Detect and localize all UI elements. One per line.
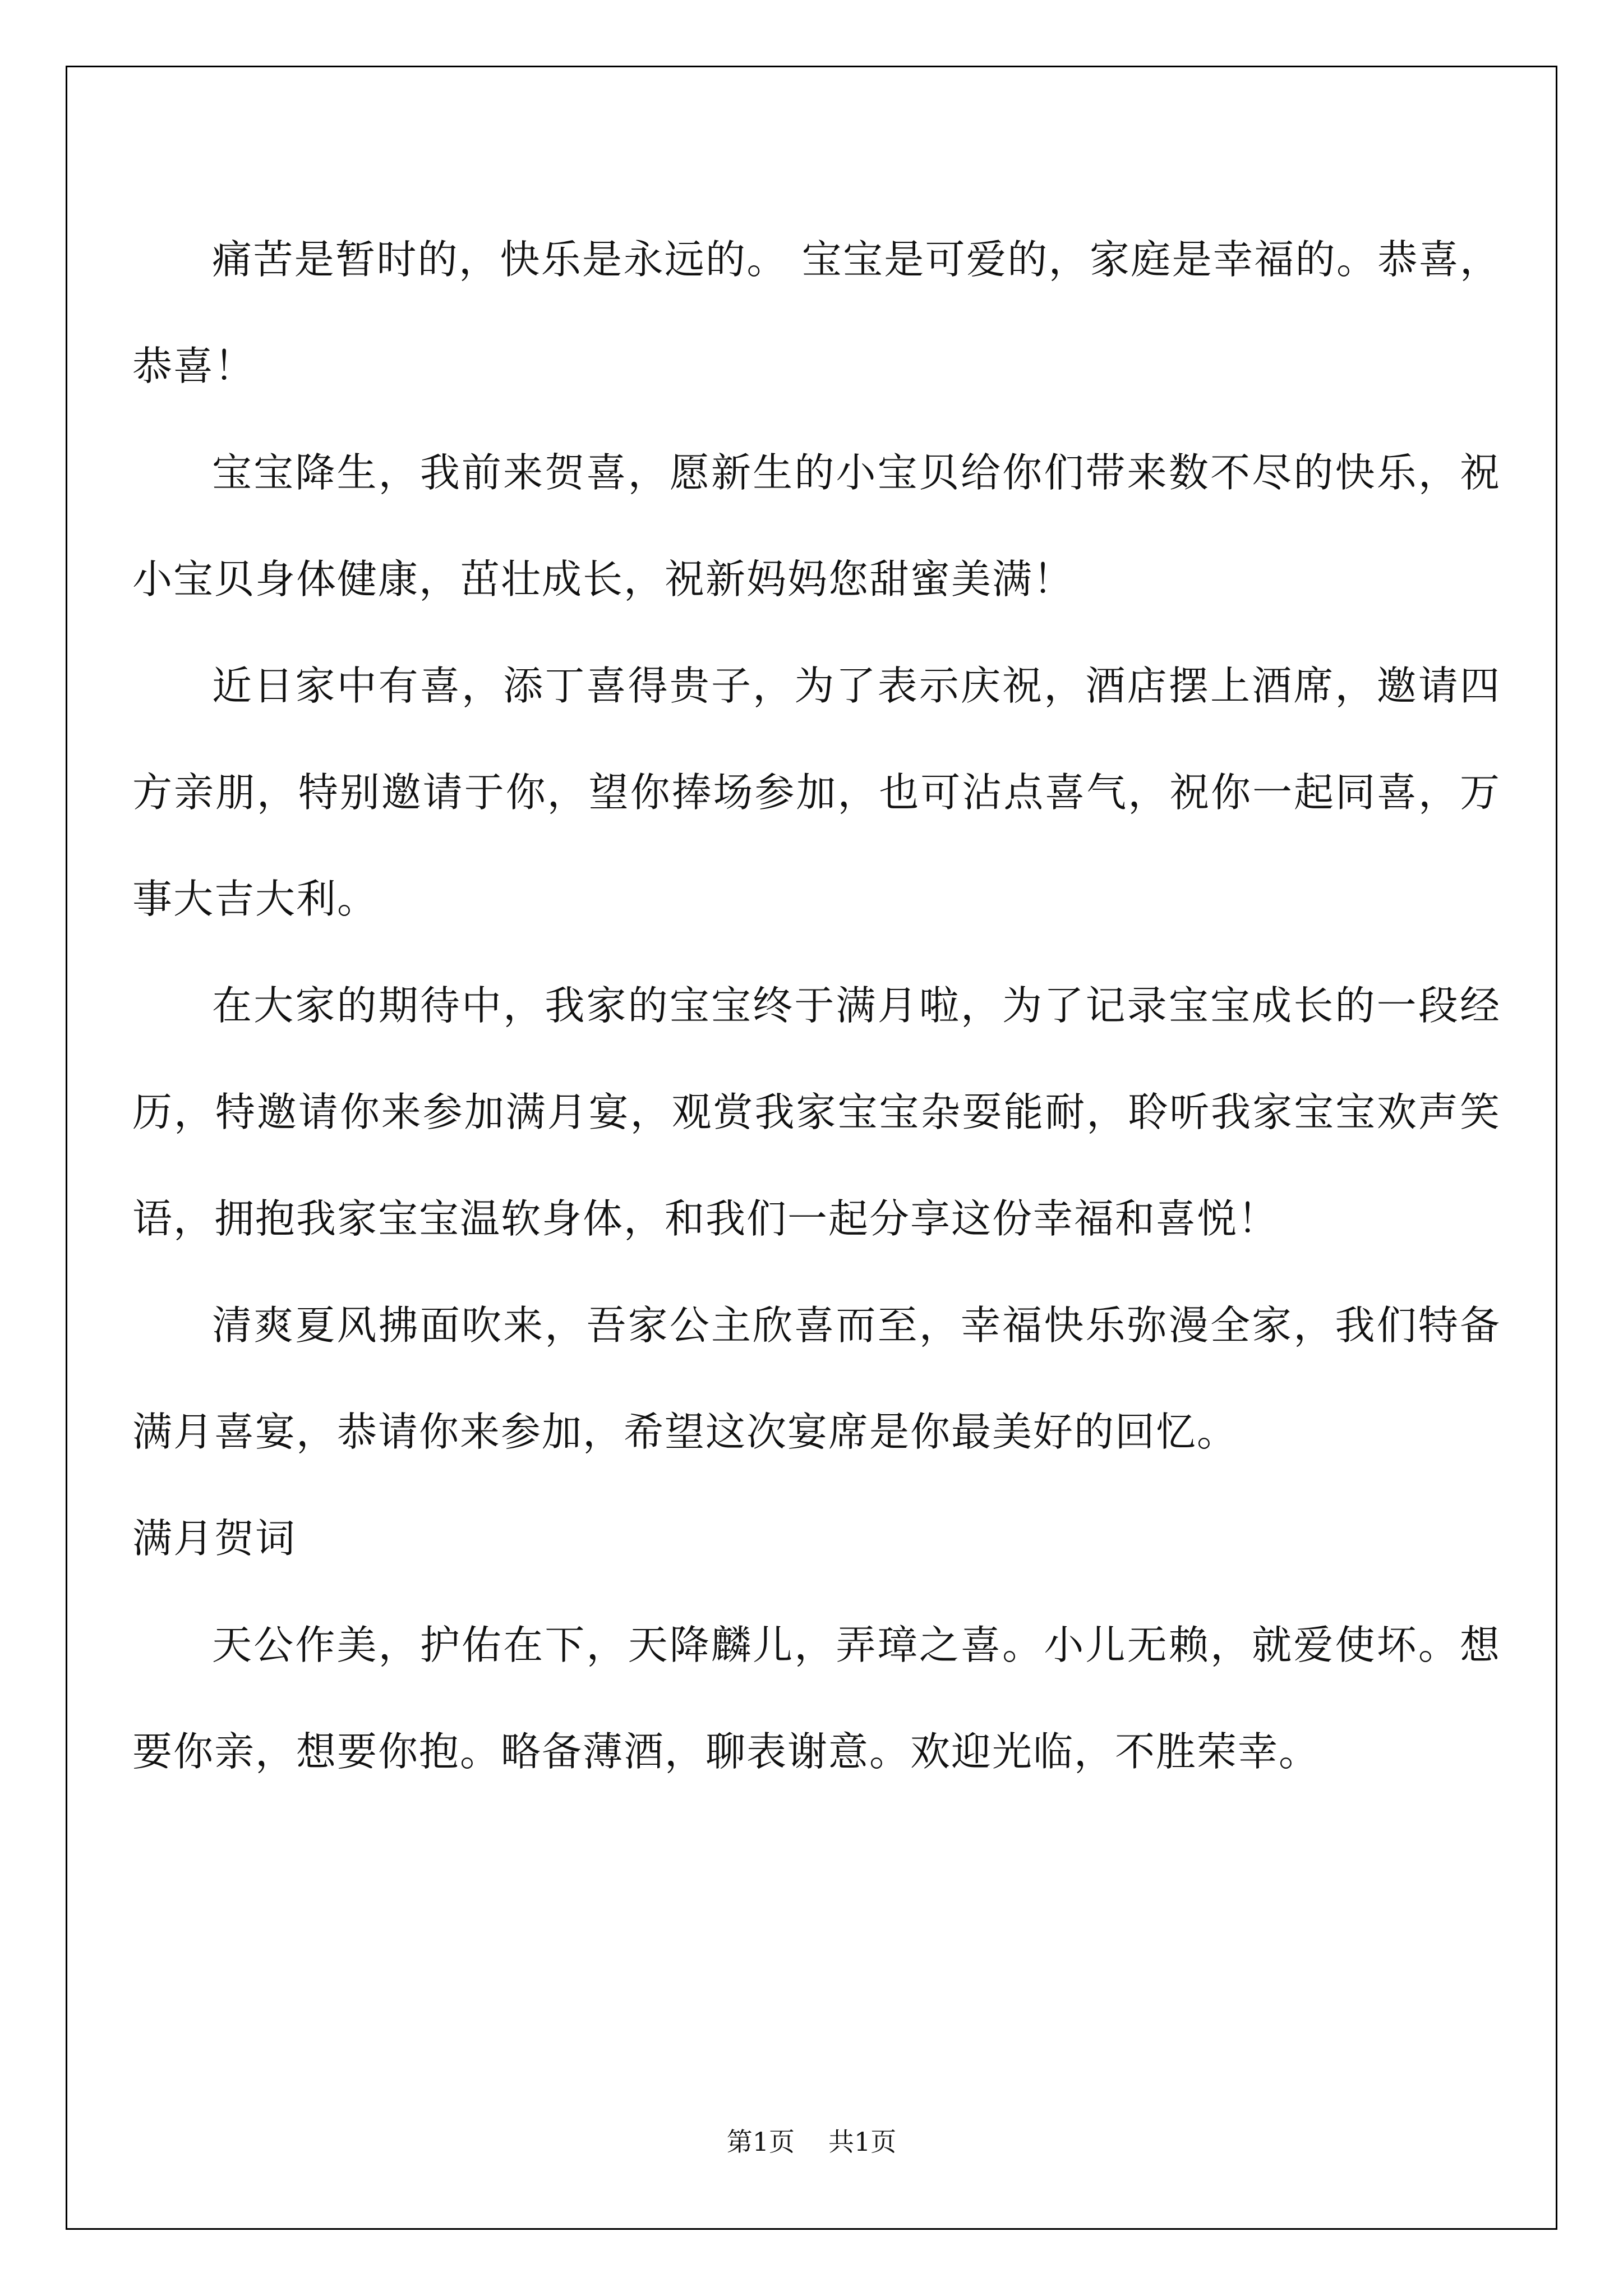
total-pages: 共1页 — [828, 2127, 897, 2157]
page-footer — [0, 2122, 1623, 2159]
document-body — [132, 206, 1501, 1805]
paragraph-7: 天公作美，护佑在下，天降麟儿，弄璋之喜。小儿无赖，就爱使坏。想要你亲，想要你抱。略备薄酒，聊表谢意。欢迎光临，不胜荣幸。 — [132, 1622, 1501, 1775]
paragraph-1: 痛苦是暂时的，快乐是永远的。 宝宝是可爱的，家庭是幸福的。恭喜，恭喜！ — [132, 236, 1501, 389]
paragraph-2: 宝宝降生，我前来贺喜，愿新生的小宝贝给你们带来数不尽的快乐，祝小宝贝身体健康，茁壮成长，祝新妈妈您甜蜜美满！ — [132, 449, 1501, 602]
page-number: 第1页 — [726, 2127, 795, 2157]
paragraph-5: 清爽夏风拂面吹来，吾家公主欣喜而至，幸福快乐弥漫全家，我们特备满月喜宴，恭请你来参加，希望这次宴席是你最美好的回忆。 — [132, 1302, 1501, 1455]
paragraph-4: 在大家的期待中，我家的宝宝终于满月啦，为了记录宝宝成长的一段经历，特邀请你来参加满月宴，观赏我家宝宝杂耍能耐，聆听我家宝宝欢声笑语，拥抱我家宝宝温软身体，和我们一起分享这份幸福和喜悦！ — [132, 982, 1501, 1242]
paragraph-3: 近日家中有喜，添丁喜得贵子，为了表示庆祝，酒店摆上酒席，邀请四方亲朋，特别邀请于你，望你捧场参加，也可沾点喜气，祝你一起同喜，万事大吉大利。 — [132, 662, 1501, 922]
section-heading: 满月贺词 — [132, 1515, 297, 1562]
